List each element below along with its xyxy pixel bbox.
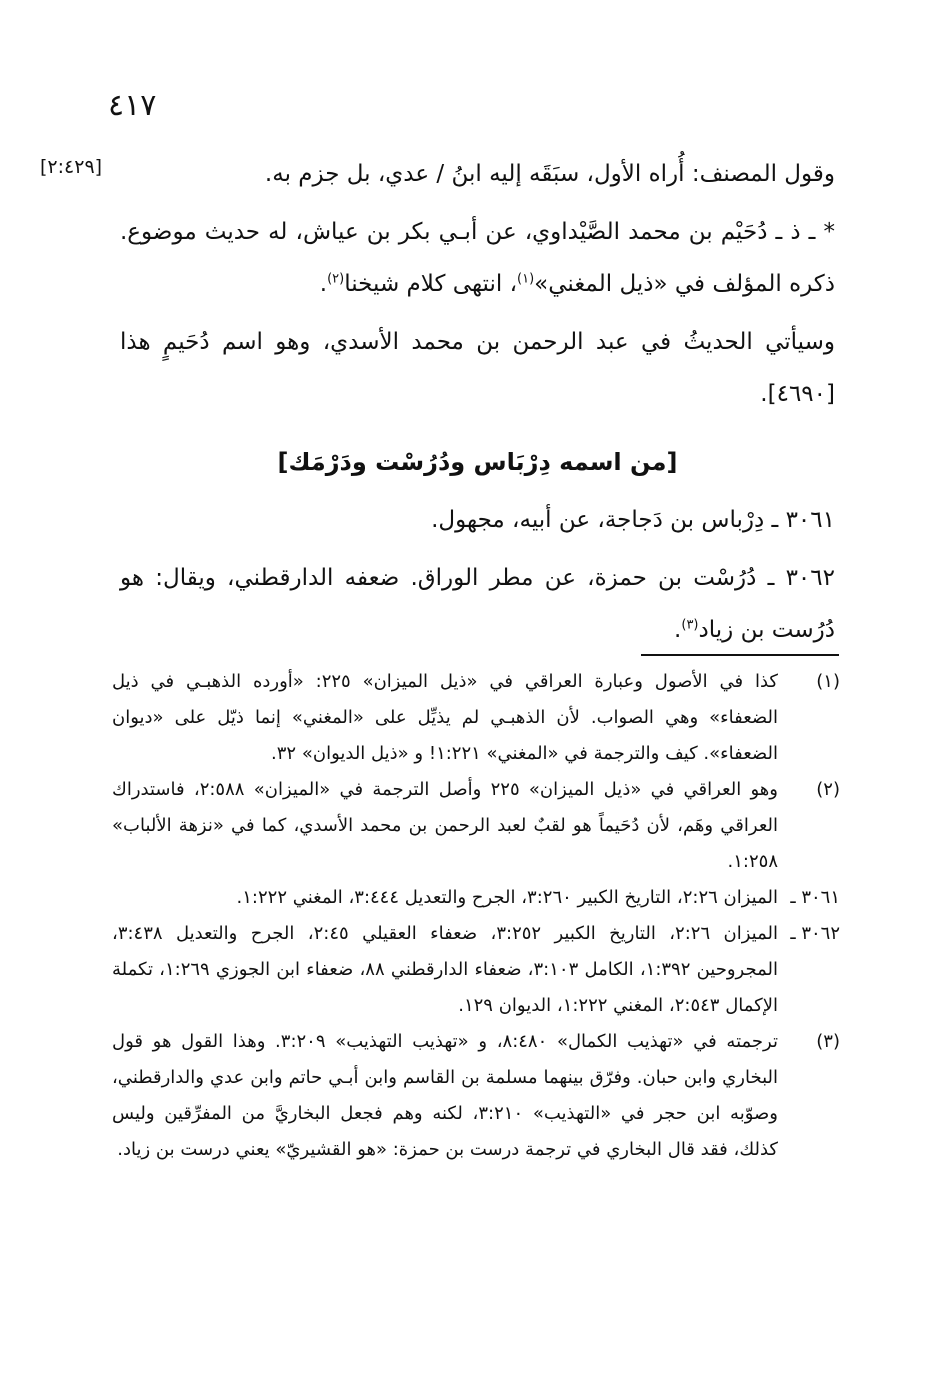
- footnote-label: ٣٠٦١ ـ: [790, 887, 840, 908]
- footnote-3: [112, 1024, 840, 1168]
- footnote-label: (١): [816, 671, 840, 692]
- page-number: ٤١٧: [108, 88, 157, 123]
- entry-3062-end: .: [674, 617, 682, 643]
- source-note-3062: [112, 916, 840, 1024]
- entry-3062: [120, 552, 835, 656]
- cross-reference-paragraph: وسيأتي الحديثُ في عبد الرحمن بن محمد الأسدي، وهو اسم دُحَيمٍ هذا [٤٦٩٠].: [120, 329, 835, 407]
- footnote-marker-3[interactable]: (٣): [681, 617, 699, 633]
- main-text: [120, 148, 835, 656]
- footnote-text: الميزان ٢:٢٦، التاريخ الكبير ٣:٢٥٢، ضعفاء العقيلي ٢:٤٥، الجرح والتعديل ٣:٤٣٨، المجروحين ١:٣٩٢، الكامل ٣:١٠٣، ضعفاء الدارقطني ٨٨، ضعفاء ابن الجوزي ١:٢٦٩، تكملة الإكمال ٢:٥٤٣، المغني ١:٢٢٢، الديوان ١٢٩.: [112, 923, 779, 1016]
- footnote-2: [112, 772, 840, 880]
- entry-3062-text: ٣٠٦٢ ـ دُرُسْت بن حمزة، عن مطر الوراق. ضعفه الدارقطني، ويقال: هو دُرُست بن زياد: [120, 565, 835, 643]
- footnote-1: [112, 664, 840, 772]
- footnote-marker-2[interactable]: (٢): [327, 271, 345, 287]
- section-heading: [من اسمه دِرْبَاس ودُرُسْت ودَرْمَك]: [277, 448, 678, 476]
- intro-line: وقول المصنف: أُراه الأول، سبَقَه إليه ابنُ / عدي، بل جزم به.: [264, 161, 835, 187]
- entry-duhaym-end: .: [319, 271, 328, 297]
- entry-3061: ٣٠٦١ ـ دِرْباس بن دَجاجة، عن أبيه، مجهول.: [431, 507, 835, 533]
- source-note-3061: [112, 880, 840, 916]
- footnote-text: كذا في الأصول وعبارة العراقي في «ذيل الميزان» ٢٢٥: «أورده الذهبـي في ذيل الضعفاء» وهي الصواب. لأن الذهبـي لم يذيِّل على «المغني» إنما ذيّل على «ديوان الضعفاء». كيف والترجمة في «المغني» ١:٢٢١! و «ذيل الديوان» ٣٢.: [112, 671, 778, 764]
- entry-duhaym-mid: ، انتهى كلام شيخنا: [344, 271, 518, 297]
- footnote-text: ترجمته في «تهذيب الكمال» ٨:٤٨٠، و «تهذيب التهذيب» ٣:٢٠٩. وهذا القول هو قول البخاري وابن حبان. وفرّق بينهما مسلمة بن القاسم وابن أبـي حاتم وابن عدي والدارقطني، وصوّبه ابن حجر في «التهذيب» ٣:٢١٠، لكنه وهم فجعل البخاريَّ من المفرِّقين وليس كذلك، فقد قال البخاري في ترجمة درست بن حمزة: «هو القشيريّ» يعني درست بن زياد.: [112, 1031, 778, 1160]
- footnotes: [112, 664, 840, 1168]
- footnote-label: (٢): [816, 779, 840, 800]
- footnote-text: وهو العراقي في «ذيل الميزان» ٢٢٥ وأصل الترجمة في «الميزان» ٢:٥٨٨، فاستدراك العراقي وهَم، لأن دُحَيماً هو لقبٌ لعبد الرحمن بن محمد الأسدي، كما في «نزهة الألباب» ١:٢٥٨.: [112, 779, 778, 872]
- footnote-label: ٣٠٦٢ ـ: [790, 923, 840, 944]
- entry-duhaym-text: * ـ ذ ـ دُحَيْم بن محمد الصَّيْداوي، عن أبـي بكر بن عياش، له حديث موضوع. ذكره المؤلف في «ذيل المغني»: [120, 219, 835, 297]
- footnote-text: الميزان ٢:٢٦، التاريخ الكبير ٣:٢٦٠، الجرح والتعديل ٣:٤٤٤، المغني ١:٢٢٢.: [236, 887, 778, 908]
- footnote-separator: [641, 654, 839, 656]
- margin-reference: [٢:٤٢٩]: [40, 156, 103, 178]
- footnote-marker-1[interactable]: (١): [517, 271, 535, 287]
- footnote-label: (٣): [816, 1031, 840, 1052]
- entry-duhaym: [120, 206, 835, 310]
